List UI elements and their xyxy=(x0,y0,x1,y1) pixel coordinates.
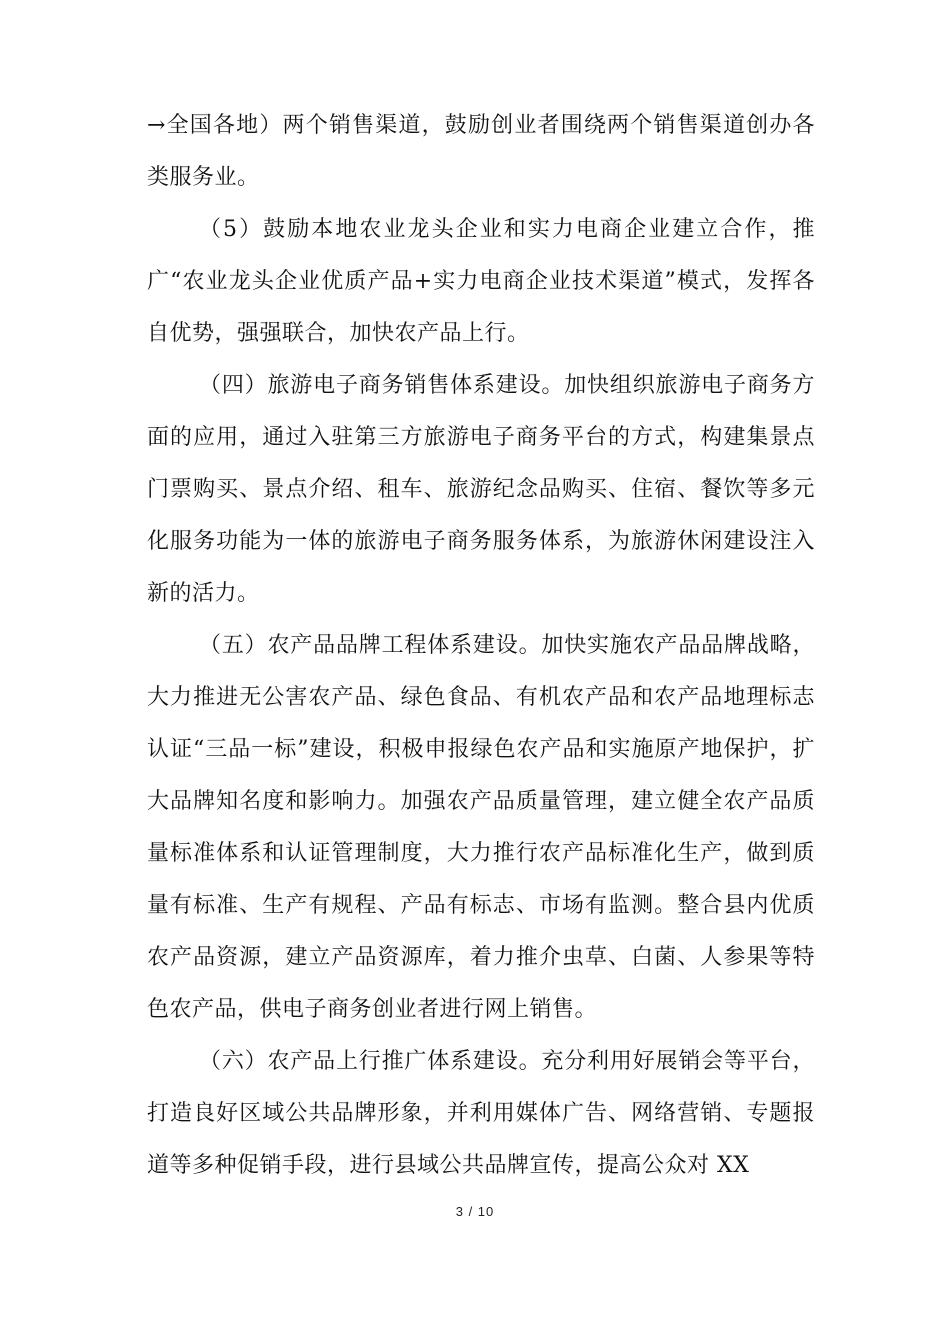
paragraph: （四）旅游电子商务销售体系建设。加快组织旅游电子商务方面的应用，通过入驻第三方旅游电子商务平台的方式，构建集景点门票购买、景点介绍、租车、旅游纪念品购买、住宿、餐饮等多元化服务功能为一体的旅游电子商务服务体系，为旅游休闲建设注入新的活力。 xyxy=(147,373,815,606)
paragraph: （5）鼓励本地农业龙头企业和实力电商企业建立合作，推广“农业龙头企业优质产品+实力电商企业技术渠道”模式，发挥各自优势，强强联合，加快农产品上行。 xyxy=(147,217,815,346)
page-number: 3 / 10 xyxy=(455,1204,495,1219)
paragraph: →全国各地）两个销售渠道，鼓励创业者围绕两个销售渠道创办各类服务业。 xyxy=(147,113,815,190)
paragraph: （六）农产品上行推广体系建设。充分利用好展销会等平台，打造良好区域公共品牌形象，并利用媒体广告、网络营销、专题报道等多种促销手段，进行县域公共品牌宣传，提高公众对 XX xyxy=(147,1049,815,1178)
paragraph: （五）农产品品牌工程体系建设。加快实施农产品品牌战略，大力推进无公害农产品、绿色食品、有机农产品和农产品地理标志认证“三品一标”建设，积极申报绿色农产品和实施原产地保护，扩大品牌知名度和影响力。加强农产品质量管理，建立健全农产品质量标准体系和认证管理制度，大力推行农产品标准化生产，做到质量有标准、生产有规程、产品有标志、市场有监测。整合县内优质农产品资源，建立产品资源库，着力推介虫草、白菌、人参果等特色农产品，供电子商务创业者进行网上销售。 xyxy=(147,633,815,1022)
document-body xyxy=(147,100,815,1192)
